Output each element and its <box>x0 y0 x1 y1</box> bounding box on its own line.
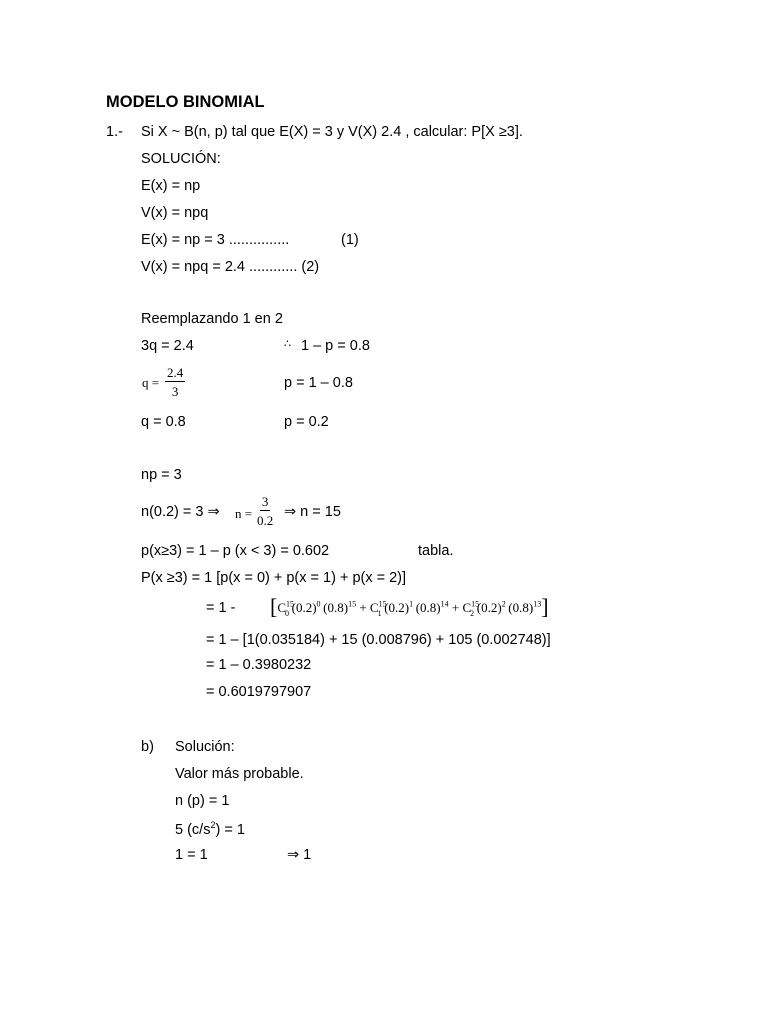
left-bracket: [ <box>270 594 278 619</box>
n-equals: n = <box>235 506 253 521</box>
line-p-val: p = 0.2 <box>284 414 329 430</box>
part-b-solucion: Solución: <box>175 739 235 755</box>
line-reemplazando: Reemplazando 1 en 2 <box>141 311 283 327</box>
binomial-sum-expression: [$C^{15}_0$ $(0.2)^0$ $(0.8)^{15} + C^{15}_1$ $(0.2)^1$ $(0.8)^{14} + C^{15}_2$ $(0.2)^2$ $(0.8)^{13}$] <box>270 594 549 619</box>
eq2: = 1 – [1(0.035184) + 15 (0.008796) + 105 (0.002748)] <box>206 632 551 648</box>
line-p-eq1: p = 1 – 0.8 <box>284 375 353 391</box>
line-ex-ref: (1) <box>341 232 359 248</box>
part-b-one: 1 = 1 <box>175 847 208 863</box>
right-bracket: ] <box>541 594 549 619</box>
part-b-label: b) <box>141 739 154 755</box>
line-Pge3: P(x ≥3) = 1 [p(x = 0) + p(x = 1) + p(x = 2)] <box>141 570 407 586</box>
line-np3: np = 3 <box>141 467 182 483</box>
part-b-np1: n (p) = 1 <box>175 793 230 809</box>
line-pge3: p(x≥3) = 1 – p (x < 3) = 0.602 <box>141 543 330 559</box>
question-number: 1.- <box>106 124 123 140</box>
part-b-valor: Valor más probable. <box>175 766 304 782</box>
eq4: = 0.6019797907 <box>206 684 312 700</box>
line-ex: E(x) = np <box>141 178 201 194</box>
line-one-minus-p: 1 – p = 0.8 <box>301 338 370 354</box>
line-q-val: q = 0.8 <box>141 414 186 430</box>
question-text: Si X ~ B(n, p) tal que E(X) = 3 y V(X) 2.4 , calcular: P[X ≥3]. <box>141 124 523 140</box>
line-vx: V(x) = npq <box>141 205 209 221</box>
n-denominator: 0.2 <box>257 513 274 528</box>
q-numerator: 2.4 <box>167 365 184 380</box>
q-fraction <box>165 366 185 398</box>
line-ex-eq: E(x) = np = 3 ............... <box>141 232 290 248</box>
eq3: = 1 – 0.3980232 <box>206 657 312 673</box>
line-tabla: tabla. <box>418 543 454 559</box>
part-b-cs: 5 $(c/s^2) = 1$ <box>175 820 245 838</box>
part-b-implies: ⇒ 1 <box>287 847 312 863</box>
q-equals: q = <box>142 375 160 390</box>
doc-title: MODELO BINOMIAL <box>106 93 265 111</box>
n-numerator: 3 <box>261 494 269 509</box>
line-vx-eq: V(x) = npq = 2.4 ............ (2) <box>141 259 320 275</box>
eq1-prefix: = 1 - <box>206 600 236 616</box>
q-denominator: 3 <box>171 384 179 399</box>
line-3q: 3q = 2.4 <box>141 338 194 354</box>
therefore-symbol: ∴ <box>284 338 291 350</box>
line-n15: ⇒ n = 15 <box>284 504 341 520</box>
solution-label: SOLUCIÓN: <box>141 151 221 167</box>
line-n02: n(0.2) = 3 ⇒ <box>141 504 220 520</box>
n-fraction <box>257 495 273 527</box>
